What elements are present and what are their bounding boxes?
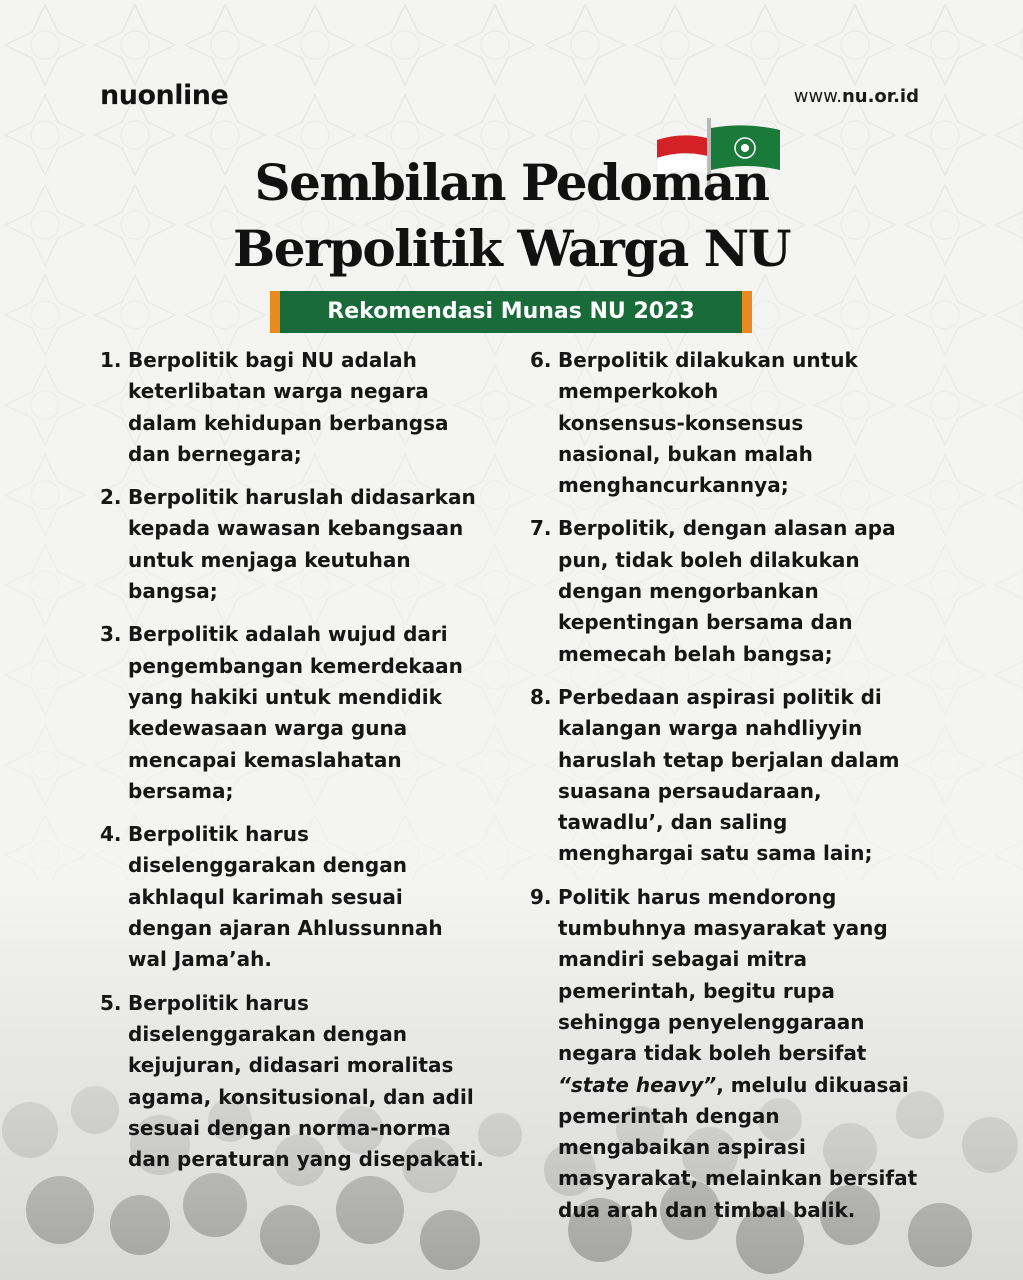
- item-text: Berpolitik haruslah didasarkan kepada wawasan kebangsaan untuk menjaga keutuhan bangsa;: [128, 485, 476, 604]
- item-text-part-b: , melulu dikuasai pemerintah dengan mengabaikan aspirasi masyarakat, melainkan bersifat dua arah dan timbal balik.: [558, 1072, 918, 1222]
- item-number: 1.: [100, 348, 122, 372]
- title-line-1: Sembilan Pedoman: [254, 153, 769, 212]
- website-prefix: www.: [793, 86, 842, 107]
- guidelines-column-left: [100, 345, 510, 1175]
- item-text: Berpolitik bagi NU adalah keterlibatan warga negara dalam kehidupan berbangsa dan bernegara;: [128, 348, 449, 466]
- item-text-italic: “state heavy”: [558, 1072, 717, 1097]
- guideline-item: [530, 682, 940, 870]
- guidelines-column-right: [530, 345, 940, 1226]
- item-number: 8.: [530, 684, 552, 709]
- item-text: Berpolitik harus diselenggarakan dengan kejujuran, didasari moralitas agama, konsitusional, dan adil sesuai dengan norma-norma dan peraturan yang disepakati.: [128, 990, 484, 1172]
- guideline-item: [530, 345, 940, 501]
- item-number: 4.: [100, 822, 122, 847]
- item-number: 3.: [100, 622, 122, 647]
- item-text: Berpolitik harus diselenggarakan dengan akhlaqul karimah sesuai dengan ajaran Ahlussunnah wal Jama’ah.: [128, 822, 443, 972]
- nu-online-logo: nuonline: [100, 80, 229, 111]
- subtitle-banner: Rekomendasi Munas NU 2023: [270, 291, 752, 333]
- item-text-part-a: Politik harus mendorong tumbuhnya masyarakat yang mandiri sebagai mitra pemerintah, begitu rupa sehingga penyelenggaraan negara tidak boleh bersifat: [558, 884, 888, 1066]
- item-text: Berpolitik, dengan alasan apa pun, tidak boleh dilakukan dengan mengorbankan kepentingan bersama dan memecah belah bangsa;: [558, 516, 896, 666]
- website-domain: nu.or.id: [841, 86, 919, 107]
- guideline-item: [100, 345, 510, 470]
- item-text: Berpolitik dilakukan untuk memperkokoh konsensus-konsensus nasional, bukan malah menghancurkannya;: [558, 348, 858, 498]
- guideline-item: [530, 882, 940, 1226]
- guideline-item: [100, 988, 510, 1176]
- item-number: 2.: [100, 485, 122, 510]
- guideline-item: [530, 513, 940, 669]
- guideline-item: [100, 819, 510, 975]
- item-number: 7.: [530, 516, 552, 541]
- guideline-item: [100, 619, 510, 807]
- guideline-item: [100, 482, 510, 607]
- item-text: Berpolitik adalah wujud dari pengembangan kemerdekaan yang hakiki untuk mendidik kedewasaan warga guna mencapai kemaslahatan bersama;: [128, 622, 463, 803]
- website-url[interactable]: [794, 86, 919, 107]
- item-number: 9.: [530, 884, 552, 909]
- title-line-2: Berpolitik Warga NU: [233, 219, 790, 278]
- item-number: 5.: [100, 990, 122, 1015]
- item-text: Perbedaan aspirasi politik di kalangan warga nahdliyyin haruslah tetap berjalan dalam suasana persaudaraan, tawadlu’, dan saling menghargai satu sama lain;: [558, 684, 900, 866]
- item-number: 6.: [530, 348, 552, 372]
- page-title: [0, 150, 1023, 282]
